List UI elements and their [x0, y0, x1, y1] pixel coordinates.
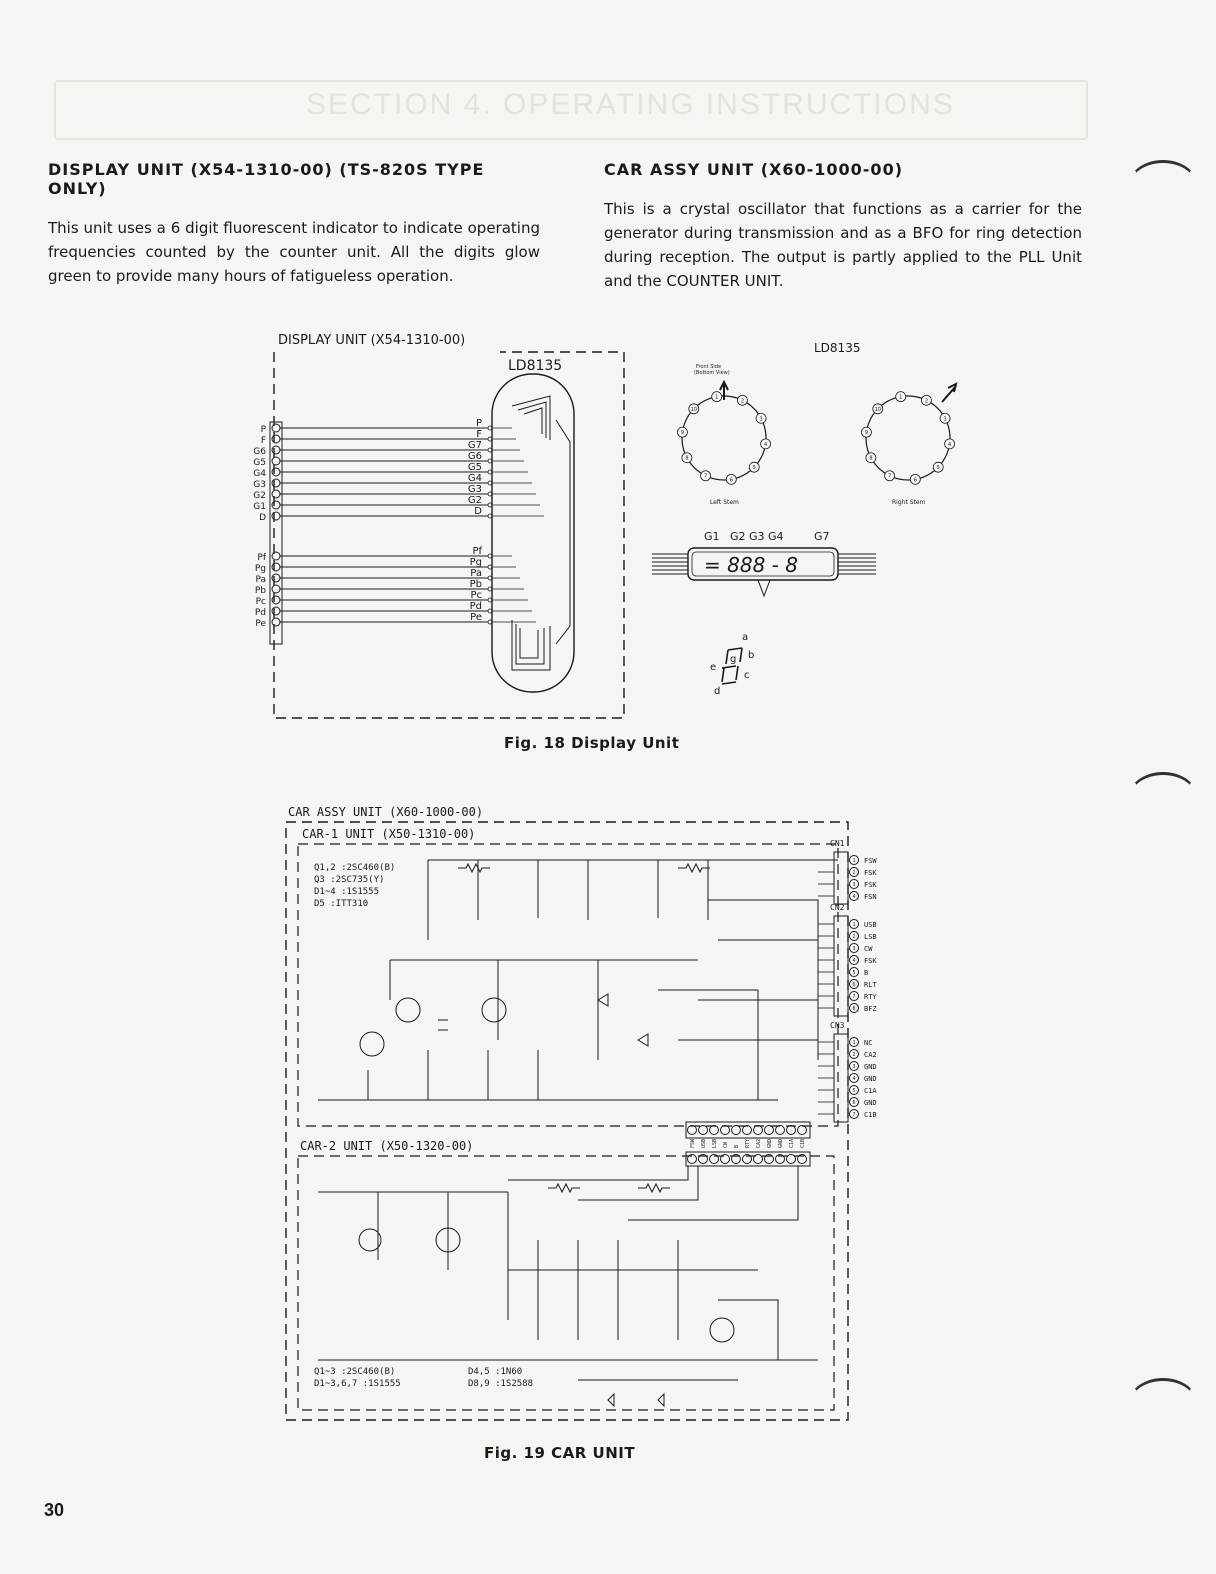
tube-pin-label: Pb — [469, 579, 482, 590]
car2-label: CAR-2 UNIT (X50-1320-00) — [300, 1139, 474, 1153]
display-pin-group — [253, 418, 544, 629]
segment-label: c — [744, 670, 750, 681]
connector-pin-label: G6 — [253, 447, 266, 457]
bus-pin-top — [776, 1126, 785, 1135]
connector-pin — [272, 501, 280, 509]
connector-tag: CN2 — [830, 903, 845, 912]
right-stem-pins — [861, 392, 954, 485]
bus-label: C1B — [800, 1138, 806, 1148]
segment-label: d — [714, 686, 721, 697]
tube-pin-label: G4 — [467, 473, 482, 484]
tube-pin-label: Pd — [469, 601, 482, 612]
stem-pin-number: 5 — [936, 465, 940, 472]
tube-pin-label: F — [476, 429, 482, 440]
connector-pin — [272, 563, 280, 571]
tube-pin-label: D — [474, 506, 482, 517]
bleed-through-heading: SECTION 4. OPERATING INSTRUCTIONS — [306, 88, 955, 121]
bus-label: GND — [778, 1138, 784, 1148]
terminal-label: RTY — [864, 993, 877, 1001]
connector-pin-label: F — [260, 436, 266, 446]
terminal-label: USB — [864, 921, 877, 929]
terminal-number: 7 — [852, 1112, 856, 1118]
tube-pin-label: Pa — [470, 568, 482, 579]
connector-pin-label: G1 — [253, 502, 266, 512]
terminal-number: 3 — [852, 946, 856, 952]
stem-pin-number: 9 — [680, 430, 685, 437]
connector-pin — [272, 574, 280, 582]
bus-label: C1A — [789, 1138, 795, 1148]
car1-circuit — [318, 860, 838, 1100]
tube-label: LD8135 — [508, 358, 563, 374]
stem-pin-number: 3 — [759, 416, 763, 423]
car1-label: CAR-1 UNIT (X50-1310-00) — [302, 827, 476, 841]
terminal-number: 1 — [852, 858, 856, 864]
terminal-number: 2 — [852, 1052, 856, 1058]
fig18-caption: Fig. 18 Display Unit — [504, 734, 680, 752]
connector-pin — [272, 435, 280, 443]
bus-pin-top — [798, 1126, 807, 1135]
grid-label-g1: G1 — [704, 530, 720, 543]
connector-pin-label: G2 — [253, 491, 266, 501]
bottom-view-label: (Bottom View) — [694, 370, 730, 376]
terminal-label: C1A — [864, 1087, 877, 1095]
binder-hole-top — [1128, 160, 1198, 213]
terminal-number: 5 — [852, 970, 856, 976]
bus-pin-top — [787, 1126, 796, 1135]
binder-hole-middle — [1128, 772, 1198, 825]
bus-label: USB — [701, 1138, 707, 1148]
terminal-number: 3 — [852, 882, 856, 888]
display-wiring — [512, 396, 570, 670]
terminal-label: FSW — [864, 857, 877, 865]
stem-pin-number: 8 — [685, 455, 689, 462]
bus-pin-top — [754, 1126, 763, 1135]
terminal-label: NC — [864, 1039, 873, 1047]
terminal-label: CW — [864, 945, 873, 953]
terminal-label: GND — [864, 1075, 877, 1083]
terminal-label: C1B — [864, 1111, 877, 1119]
connector-pin-label: Pb — [254, 586, 266, 596]
terminal-number: 1 — [852, 922, 856, 928]
terminal-label: RLT — [864, 981, 877, 989]
connector-tag: CN1 — [830, 839, 845, 848]
binder-hole-bottom — [1128, 1378, 1198, 1431]
connector-pin-label: G3 — [253, 480, 266, 490]
connector-pin — [272, 607, 280, 615]
terminal-label: FSK — [864, 957, 877, 965]
stem-pin-number: 3 — [943, 416, 947, 423]
terminal-number: 2 — [852, 870, 856, 876]
stem-pin-number: 2 — [740, 398, 745, 405]
connector-pin — [272, 468, 280, 476]
segment-label: a — [742, 632, 749, 643]
car2-part-entry: D1~3,6,7 :1S1555 — [314, 1379, 401, 1389]
display-unit-description: This unit uses a 6 digit fluorescent indicator to indicate operating frequencies counted by the counter unit. All the digits glow green to provide many hours of fatigueless operation. — [48, 219, 540, 285]
connector-pin — [272, 424, 280, 432]
bus-pin-top — [721, 1126, 730, 1135]
connector-pin — [272, 552, 280, 560]
car-assy-section — [604, 160, 1082, 293]
tube-pin-label: G2 — [467, 495, 482, 506]
terminal-label: CA2 — [864, 1051, 877, 1059]
stem-pin-number: 6 — [913, 477, 917, 484]
stem-pin-number: 7 — [703, 473, 708, 480]
terminal-number: 4 — [852, 958, 856, 964]
bus-pin-top — [688, 1126, 697, 1135]
terminal-number: 4 — [852, 1076, 856, 1082]
tube-pin-label: G7 — [467, 440, 482, 451]
connector-body — [834, 916, 848, 1016]
segment-label: g — [730, 654, 737, 665]
stem-pin-number: 4 — [947, 441, 952, 448]
car-assy-heading: CAR ASSY UNIT (X60-1000-00) — [604, 160, 904, 179]
connector-pin-label: Pc — [255, 597, 266, 607]
bus-label: CW — [723, 1141, 729, 1148]
terminal-label: GND — [864, 1099, 877, 1107]
car1-part-entry: Q3 :2SC735(Y) — [314, 875, 385, 885]
terminal-number: 3 — [852, 1064, 856, 1070]
stem-pin-number: 10 — [874, 406, 881, 413]
bus-label: RTY — [745, 1138, 751, 1148]
terminal-number: 1 — [852, 1040, 856, 1046]
bus-pin-bottom — [721, 1155, 730, 1164]
front-side-label: Front Side — [696, 364, 722, 370]
display-unit-heading: DISPLAY UNIT (X54-1310-00) (TS-820S TYPE ONLY) — [48, 160, 485, 198]
connector-pin — [272, 585, 280, 593]
connector-pin-label: P — [260, 425, 266, 435]
terminal-label: BFZ — [864, 1005, 877, 1013]
tube-pin-label: Pf — [472, 546, 482, 557]
terminal-label: FSK — [864, 869, 877, 877]
car2-part-entry: Q1~3 :2SC460(B) — [314, 1367, 396, 1377]
car2-part-entry: D4,5 :1N60 — [468, 1367, 523, 1377]
car1-parts-list — [314, 863, 395, 909]
terminal-number: 7 — [852, 994, 856, 1000]
connector-pin-label: D — [259, 513, 266, 523]
car2-part-entry: D8,9 :1S2588 — [468, 1379, 534, 1389]
connector-pin — [272, 457, 280, 465]
grid-label-g2-g4: G2 G3 G4 — [730, 530, 784, 543]
fig19-caption: Fig. 19 CAR UNIT — [484, 1444, 636, 1462]
terminal-label: FSN — [864, 893, 877, 901]
page-number: 30 — [44, 1500, 65, 1520]
stem-pin-number: 5 — [752, 465, 756, 472]
stem-pin-number: 10 — [690, 406, 697, 413]
tube-pin-label: Pe — [470, 612, 482, 623]
terminal-number: 6 — [852, 1100, 856, 1106]
terminal-number: 5 — [852, 1088, 856, 1094]
connector-pin — [272, 490, 280, 498]
tube-pin-label: G6 — [467, 451, 482, 462]
connector-pin — [272, 596, 280, 604]
bus-pin-top — [765, 1126, 774, 1135]
display-unit-schematic — [250, 330, 640, 730]
car1-part-entry: D1~4 :1S1555 — [314, 887, 380, 897]
front-arrow-icon-right — [942, 384, 956, 402]
connector-cn3 — [818, 1021, 877, 1122]
terminal-label: GND — [864, 1063, 877, 1071]
bus-label: CA2 — [756, 1138, 762, 1148]
stem-pin-number: 6 — [729, 477, 733, 484]
stem-pin-number: 1 — [899, 394, 903, 401]
bus-pin-bottom — [754, 1155, 763, 1164]
bus-pin-top — [732, 1126, 741, 1135]
connector-pin — [272, 512, 280, 520]
tube-pin-label: Pc — [470, 590, 482, 601]
connector-pin-label: Pe — [255, 619, 266, 629]
bus-label: FSW — [690, 1138, 696, 1148]
right-stem-label: Right Stem — [892, 499, 926, 506]
stem-pin-number: 1 — [715, 394, 719, 401]
terminal-number: 8 — [852, 1006, 856, 1012]
inter-board-bus — [688, 1126, 807, 1164]
stem-pin-number: 4 — [763, 441, 768, 448]
ld8135-title: LD8135 — [814, 341, 861, 355]
terminal-number: 2 — [852, 934, 856, 940]
bus-pin-top — [699, 1126, 708, 1135]
car-assy-description: This is a crystal oscillator that functions as a carrier for the generator during transmission and as a BFO for ring detection during reception. The output is partly applied to the PLL Unit and the COUNTER UNIT. — [604, 200, 1082, 290]
segment-label: b — [748, 650, 755, 661]
tube-pin-label: P — [475, 418, 482, 429]
tube-digits: = 888 - 8 — [704, 553, 798, 577]
connector-pin — [272, 618, 280, 626]
tube-pin-label: Pg — [469, 557, 482, 568]
car1-part-entry: Q1,2 :2SC460(B) — [314, 863, 396, 873]
left-stem-pins — [677, 392, 770, 485]
segment-labels — [710, 632, 754, 697]
connector-pin-label: Pf — [257, 553, 266, 563]
connector-pin-label: Pa — [255, 575, 266, 585]
left-stem-label: Left Stem — [710, 499, 739, 506]
bus-pin-bottom — [787, 1155, 796, 1164]
bleed-through-heading-box — [54, 80, 1088, 140]
display-unit-section — [48, 160, 540, 288]
car1-part-entry: D5 :ITT310 — [314, 899, 369, 909]
ld8135-pinout — [644, 338, 1104, 698]
stem-pin-number: 2 — [924, 398, 929, 405]
connector-pin — [272, 479, 280, 487]
connector-cn1 — [818, 839, 877, 904]
bus-label: B — [734, 1144, 740, 1148]
stem-pin-number: 9 — [864, 430, 869, 437]
connector-tag: CN3 — [830, 1021, 845, 1030]
car2-parts-list — [314, 1367, 533, 1389]
grid-label-g7: G7 — [814, 530, 830, 543]
bus-pin-top — [710, 1126, 719, 1135]
segment-label: e — [710, 662, 717, 673]
tube-pin-label: G5 — [467, 462, 482, 473]
bus-label: GND — [767, 1138, 773, 1148]
terminal-label: B — [864, 969, 869, 977]
connector-pin-label: G5 — [253, 458, 266, 468]
stem-pin-number: 7 — [887, 473, 892, 480]
connector-pin-label: Pd — [254, 608, 266, 618]
bus-label: LSB — [712, 1138, 718, 1148]
terminal-label: FSK — [864, 881, 877, 889]
car-assy-box-label: CAR ASSY UNIT (X60-1000-00) — [288, 805, 484, 819]
tube-pin-label: G3 — [467, 484, 482, 495]
connector-pin-label: Pg — [254, 564, 266, 574]
terminal-label: LSB — [864, 933, 877, 941]
connector-pin-label: G4 — [253, 469, 266, 479]
car-unit-schematic — [278, 800, 898, 1428]
bus-pin-top — [743, 1126, 752, 1135]
terminal-number: 4 — [852, 894, 856, 900]
stem-pin-number: 8 — [869, 455, 873, 462]
connector-pin — [272, 446, 280, 454]
connector-cn2 — [818, 903, 877, 1016]
display-unit-box-label: DISPLAY UNIT (X54-1310-00) — [278, 333, 466, 348]
terminal-number: 6 — [852, 982, 856, 988]
connector-body — [834, 1034, 848, 1122]
